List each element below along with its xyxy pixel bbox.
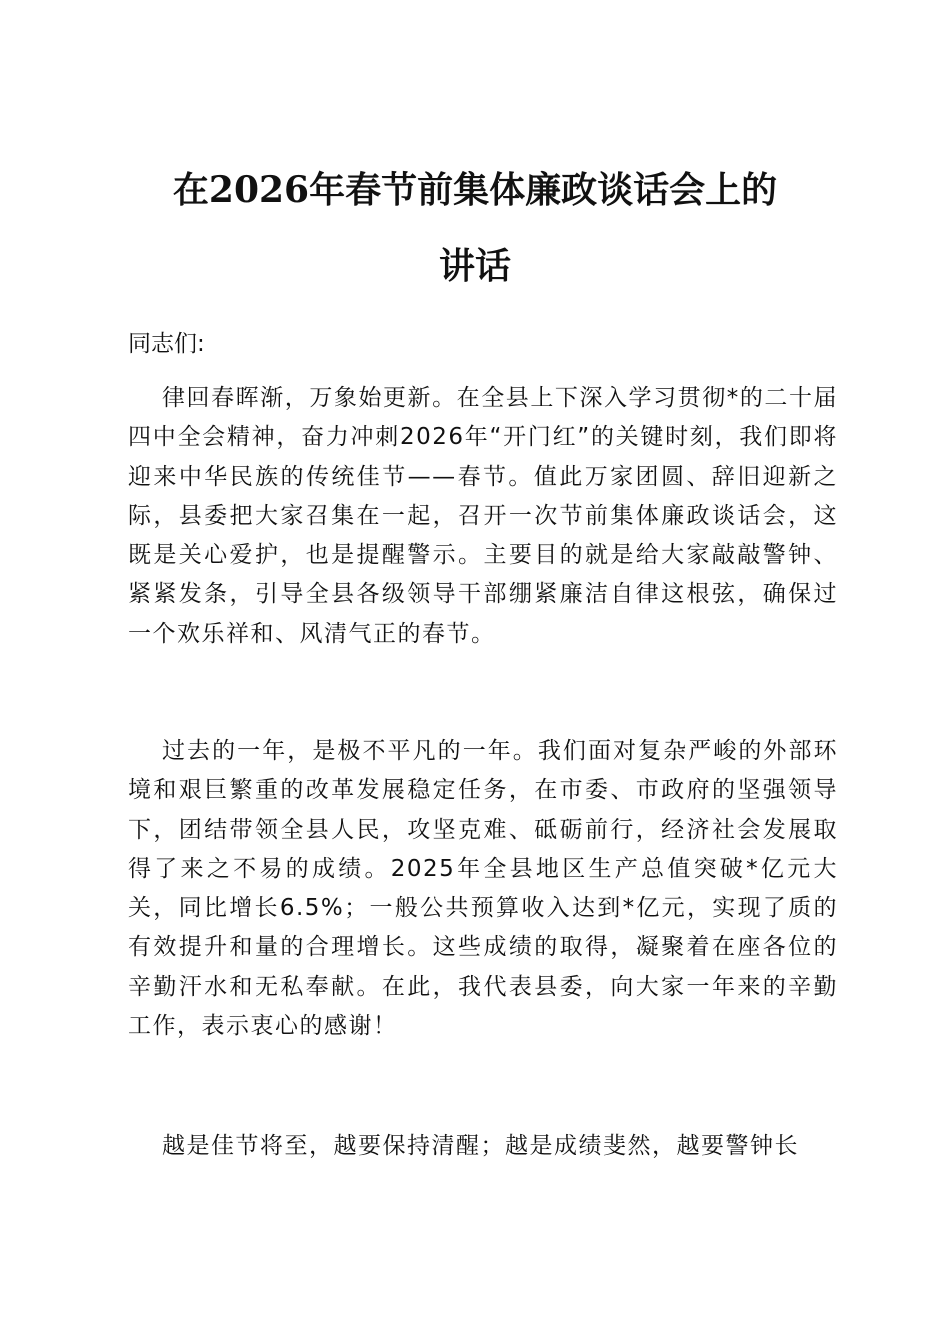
salutation: 同志们:	[128, 331, 205, 357]
document-title-line-2: 讲话	[438, 245, 511, 287]
document-title-line-1: 在2026年春节前集体廉政谈话会上的	[172, 169, 778, 211]
paragraph-warning: 越是佳节将至，越要保持清醒；越是成绩斐然，越要警钟长	[162, 1133, 799, 1159]
paragraph-opening: 律回春晖渐，万象始更新。在全县上下深入学习贯彻*的二十届四中全会精神，奋力冲刺2026年“开门红”的关键时刻，我们即将迎来中华民族的传统佳节——春节。值此万家团圆、辞旧迎新之际，县委把大家召集在一起，召开一次节前集体廉政谈话会，这既是关心爱护，也是提醒警示。主要目的就是给大家敲敲警钟、紧紧发条，引导全县各级领导干部绷紧廉洁自律这根弦，确保过一个欢乐祥和、风清气正的春节。	[128, 385, 838, 647]
paragraph-review: 过去的一年，是极不平凡的一年。我们面对复杂严峻的外部环境和艰巨繁重的改革发展稳定任务，在市委、市政府的坚强领导下，团结带领全县人民，攻坚克难、砥砺前行，经济社会发展取得了来之不易的成绩。2025年全县地区生产总值突破*亿元大关，同比增长6.5%；一般公共预算收入达到*亿元，实现了质的有效提升和量的合理增长。这些成绩的取得，凝聚着在座各位的辛勤汗水和无私奉献。在此，我代表县委，向大家一年来的辛勤工作，表示衷心的感谢！	[128, 738, 838, 1040]
